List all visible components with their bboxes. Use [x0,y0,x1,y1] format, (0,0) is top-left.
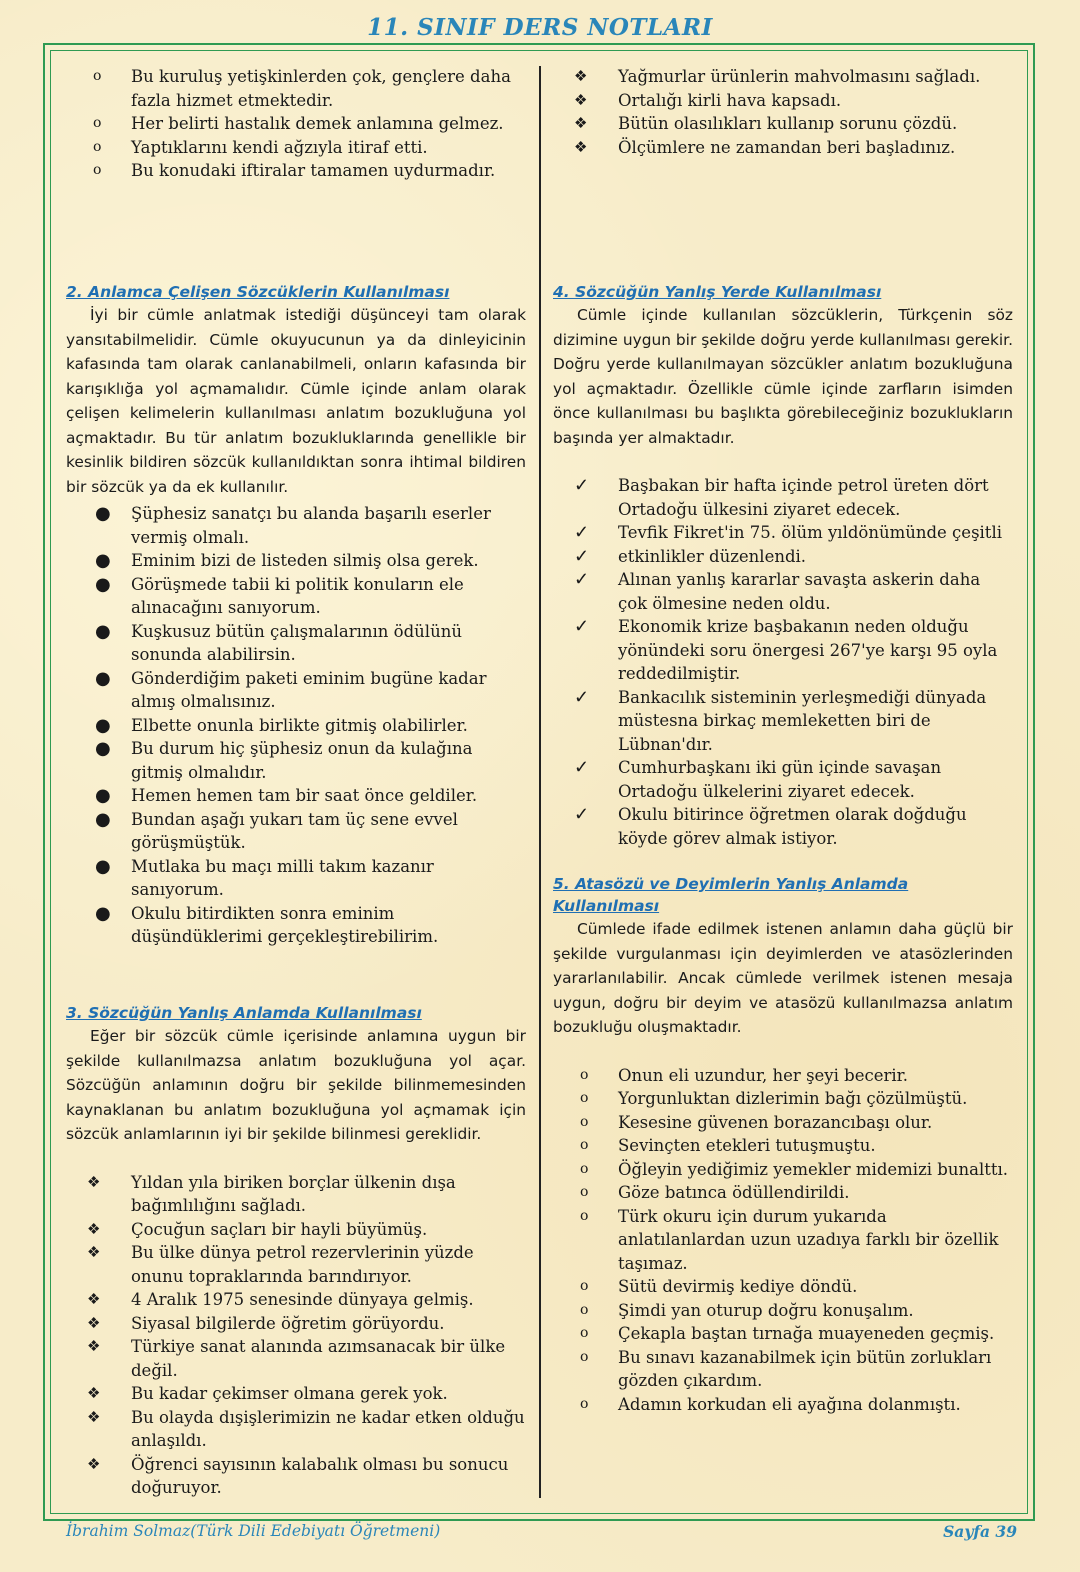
check-bullet-icon: ✓ [574,569,590,590]
section-4-list [553,474,1013,850]
list-item: ✓ Bankacılık sisteminin yerleşmediği dünyada müstesna birkaç memleketten biri de Lübnan'dır. [574,686,987,754]
right-top-list-container [553,65,1013,159]
list-item: o Göze batınca ödüllendirildi. [553,1181,1013,1205]
section-5 [553,873,1013,1416]
dot-bullet-icon: ● [95,714,111,736]
diamond-bullet-icon: ❖ [87,1337,101,1355]
list-item: ❖ Türkiye sanat alanında azımsanacak bir ülke değil. [87,1337,506,1380]
list-item: ✓ Alınan yanlış kararlar savaşta askerin daha çok ölmesine neden oldu. [574,569,981,613]
section-3 [66,1002,526,1500]
list-item: ● Elbette onunla birlikte gitmiş olabilirler. [95,714,468,736]
diamond-bullet-icon: ❖ [87,1290,101,1308]
dot-bullet-icon: ● [95,738,111,759]
circle-bullet-icon: o [580,1113,589,1130]
dot-bullet-icon: ● [95,855,111,877]
list-item: o Sevinçten etekleri tutuşmuştu. [553,1134,1013,1158]
section-3-title: 3. Sözcüğün Yanlış Anlamda Kullanılması [66,1004,422,1022]
check-bullet-icon: ✓ [574,804,590,825]
list-item: ❖ Yağmurlar ürünlerin mahvolmasını sağladı. [553,65,1013,89]
list-item: ❖ Yıldan yıla biriken borçlar ülkenin dışa bağımlılığını sağladı. [87,1172,456,1215]
list-item: ● Görüşmede tabii ki politik konuların ele alınacağını sanıyorum. [95,573,464,617]
list-item: ❖ Çocuğun saçları bir hayli büyümüş. [66,1218,526,1242]
circle-bullet-icon: o [580,1137,589,1153]
list-item: ● Gönderdiğim paketi eminim bugüne kadar almış olmalısınız. [95,667,487,711]
column-divider [539,66,541,1498]
section-3-paragraph: Eğer bir sözcük cümle içerisinde anlamına uygun bir şekilde kullanılmazsa anlatım bozukluğuna yol açar. Sözcüğün anlamının doğru bir şekilde bilinmemesinden kaynaklanan bu anlatım bozukluğuna yol açmamak için sözcük anlamlarının iyi bir şekilde bilinmesi gereklidir. [66,1027,526,1143]
diamond-bullet-icon: ❖ [87,1219,101,1238]
list-item: o Bu kuruluş yetişkinlerden çok, gençlere daha fazla hizmet etmektedir. [93,67,511,110]
circle-bullet-icon: o [93,162,102,178]
diamond-bullet-icon: ❖ [574,114,588,132]
section-5-title: 5. Atasözü ve Deyimlerin Yanlış Anlamda Kullanılması [553,875,909,915]
circle-bullet-icon: o [580,1160,589,1177]
list-item: o Yorgunluktan dizlerimin bağı çözülmüştü. [553,1087,1013,1111]
list-item: ✓ Başbakan bir hafta içinde petrol üreten dört Ortadoğu ülkesini ziyaret edecek. [574,475,989,519]
diamond-bullet-icon: ❖ [87,1313,101,1332]
circle-bullet-icon: o [93,68,102,84]
list-item: ● Mutlaka bu maçı milli takım kazanır sanıyorum. [95,855,434,899]
list-item: o Bu konudaki iftiralar tamamen uydurmadır. [66,159,526,183]
list-item: ✓ Okulu bitirince öğretmen olarak doğduğu köyde görev almak istiyor. [574,804,967,848]
right-top-list [553,65,1013,159]
list-item: ● Bundan aşağı yukarı tam üç sene evvel görüşmüştük. [95,808,458,852]
section-4-title: 4. Sözcüğün Yanlış Yerde Kullanılması [553,283,882,301]
section-3-list [66,1171,526,1500]
dot-bullet-icon: ● [95,620,111,642]
list-item: ● Bu durum hiç şüphesiz onun da kulağına gitmiş olmalıdır. [95,738,473,782]
diamond-bullet-icon: ❖ [574,67,588,85]
page-header-title: 11. SINIF DERS NOTLARI [367,14,713,41]
section-2 [66,281,526,949]
section-2-list [66,502,526,949]
circle-bullet-icon: o [93,115,102,131]
footer-author: İbrahim Solmaz(Türk Dili Edebiyatı Öğretmeni) [66,1522,441,1540]
left-top-list-container [66,65,526,183]
list-item: ❖ Ölçümlere ne zamandan beri başladınız. [553,136,1013,160]
diamond-bullet-icon: ❖ [87,1384,101,1402]
footer-page-number: Sayfa 39 [943,1522,1017,1541]
section-2-paragraph: İyi bir cümle anlatmak istediği düşünceyi tam olarak yansıtabilmelidir. Cümle okuyucunun ya da dinleyicinin kafasında tam olarak canlanabilmeli, onların kafasında bir karışıklığa yol açmamalıdır. Cümle içinde anlam olarak çelişen kelimelerin kullanılması anlatım bozukluğuna yol açmaktadır. Bu tür anlatım bozukluklarında genellikle bir kesinlik bildiren sözcük kullanıldıktan sonra ihtimal bildiren bir sözcük ya da ek kullanılır. [66,306,526,496]
check-bullet-icon: ✓ [574,545,590,567]
list-item: ❖ Bu kadar çekimser olmana gerek yok. [66,1382,526,1406]
circle-bullet-icon: o [580,1301,589,1318]
dot-bullet-icon: ● [95,503,111,524]
list-item: ❖ Ortalığı kirli hava kapsadı. [553,89,1013,113]
list-item: o Onun eli uzundur, her şeyi becerir. [553,1064,1013,1088]
circle-bullet-icon: o [580,1184,589,1200]
list-item: o Türk okuru için durum yukarıda anlatılanlardan uzun uzadıya farklı bir özellik taşımaz. [580,1206,999,1273]
list-item: ❖ Öğrenci sayısının kalabalık olması bu sonucu doğuruyor. [87,1454,509,1497]
list-item: o Kesesine güvenen borazancıbaşı olur. [553,1111,1013,1135]
list-item: ✓ etkinlikler düzenlendi. [574,545,807,567]
left-top-list [66,65,526,183]
diamond-bullet-icon: ❖ [87,1407,101,1426]
list-item: o Şimdi yan oturup doğru konuşalım. [553,1299,1013,1323]
circle-bullet-icon: o [580,1066,589,1083]
list-item: ● Kuşkusuz bütün çalışmalarının ödülünü sonunda alabilirsin. [95,620,462,664]
diamond-bullet-icon: ❖ [87,1172,101,1191]
list-item: ❖ Bu olayda dışişlerimizin ne kadar etken olduğu anlaşıldı. [87,1407,525,1450]
list-item: o Her belirti hastalık demek anlamına gelmez. [66,112,526,136]
section-4-paragraph: Cümle içinde kullanılan sözcüklerin, Türkçenin söz dizimine uygun bir şekilde doğru yerde kullanılması gerekir. Doğru yerde kullanılmayan sözcükler anlatım bozukluğuna yol açmaktadır. Özellikle cümle içinde zarfların isimden önce kullanılması bu başlıkta görebileceğiniz bozuklukların başında yer almaktadır. [553,306,1013,447]
circle-bullet-icon: o [93,138,102,155]
dot-bullet-icon: ● [95,550,111,571]
diamond-bullet-icon: ❖ [87,1454,101,1473]
list-item: ✓ Tevfik Fikret'in 75. ölüm yıldönümünde çeşitli [574,522,1002,543]
dot-bullet-icon: ● [95,785,111,806]
list-item: o Adamın korkudan eli ayağına dolanmıştı. [553,1393,1013,1417]
list-item: ❖ Bütün olasılıkları kullanıp sorunu çözdü. [553,112,1013,136]
list-item: ● Hemen hemen tam bir saat önce geldiler. [95,785,478,806]
list-item: o Sütü devirmiş kediye döndü. [553,1275,1013,1299]
diamond-bullet-icon: ❖ [87,1243,101,1261]
diamond-bullet-icon: ❖ [574,90,588,109]
list-item: o Bu sınavı kazanabilmek için bütün zorlukları gözden çıkardım. [580,1347,992,1390]
section-2-title: 2. Anlamca Çelişen Sözcüklerin Kullanılması [66,283,450,301]
list-item: ● Okulu bitirdikten sonra eminim düşündüklerimi gerçekleştirebilirim. [95,902,439,946]
list-item: ● Eminim bizi de listeden silmiş olsa gerek. [95,550,479,571]
list-item: ● Şüphesiz sanatçı bu alanda başarılı eserler vermiş olmalı. [95,503,491,547]
circle-bullet-icon: o [580,1395,589,1412]
circle-bullet-icon: o [580,1278,589,1294]
section-5-paragraph: Cümlede ifade edilmek istenen anlamın daha güçlü bir şekilde vurgulanması için deyimlerden ve atasözlerinden yararlanılabilir. Ancak cümlede verilmek istenen mesaja uygun, doğru bir deyim ve atasözü kullanılmazsa anlatım bozukluğu oluşmaktadır. [553,920,1013,1036]
dot-bullet-icon: ● [95,667,111,689]
check-bullet-icon: ✓ [574,616,590,637]
dot-bullet-icon: ● [95,573,111,595]
list-item: ✓ Cumhurbaşkanı iki gün içinde savaşan Ortadoğu ülkelerini ziyaret edecek. [574,757,942,801]
list-item: ❖ Bu ülke dünya petrol rezervlerinin yüzde onunu topraklarında barındırıyor. [87,1243,474,1286]
check-bullet-icon: ✓ [574,522,590,543]
list-item: o Çekapla baştan tırnağa muayeneden geçmiş. [553,1322,1013,1346]
list-item: o Öğleyin yediğimiz yemekler midemizi bunalttı. [553,1158,1013,1182]
section-4 [553,281,1013,850]
list-item: ✓ Ekonomik krize başbakanın neden olduğu yönündeki soru önergesi 267'ye karşı 95 oyla reddedilmiştir. [574,616,998,683]
check-bullet-icon: ✓ [574,475,590,496]
circle-bullet-icon: o [580,1325,589,1341]
circle-bullet-icon: o [580,1348,589,1365]
dot-bullet-icon: ● [95,808,111,830]
list-item: ❖ Siyasal bilgilerde öğretim görüyordu. [66,1312,526,1336]
section-5-list [553,1064,1013,1417]
check-bullet-icon: ✓ [574,686,590,708]
list-item: ❖ 4 Aralık 1975 senesinde dünyaya gelmiş. [66,1288,526,1312]
dot-bullet-icon: ● [95,902,111,924]
circle-bullet-icon: o [580,1207,589,1224]
check-bullet-icon: ✓ [574,757,590,778]
list-item: o Yaptıklarını kendi ağzıyla itiraf etti. [66,136,526,160]
circle-bullet-icon: o [580,1090,589,1106]
diamond-bullet-icon: ❖ [574,137,588,156]
